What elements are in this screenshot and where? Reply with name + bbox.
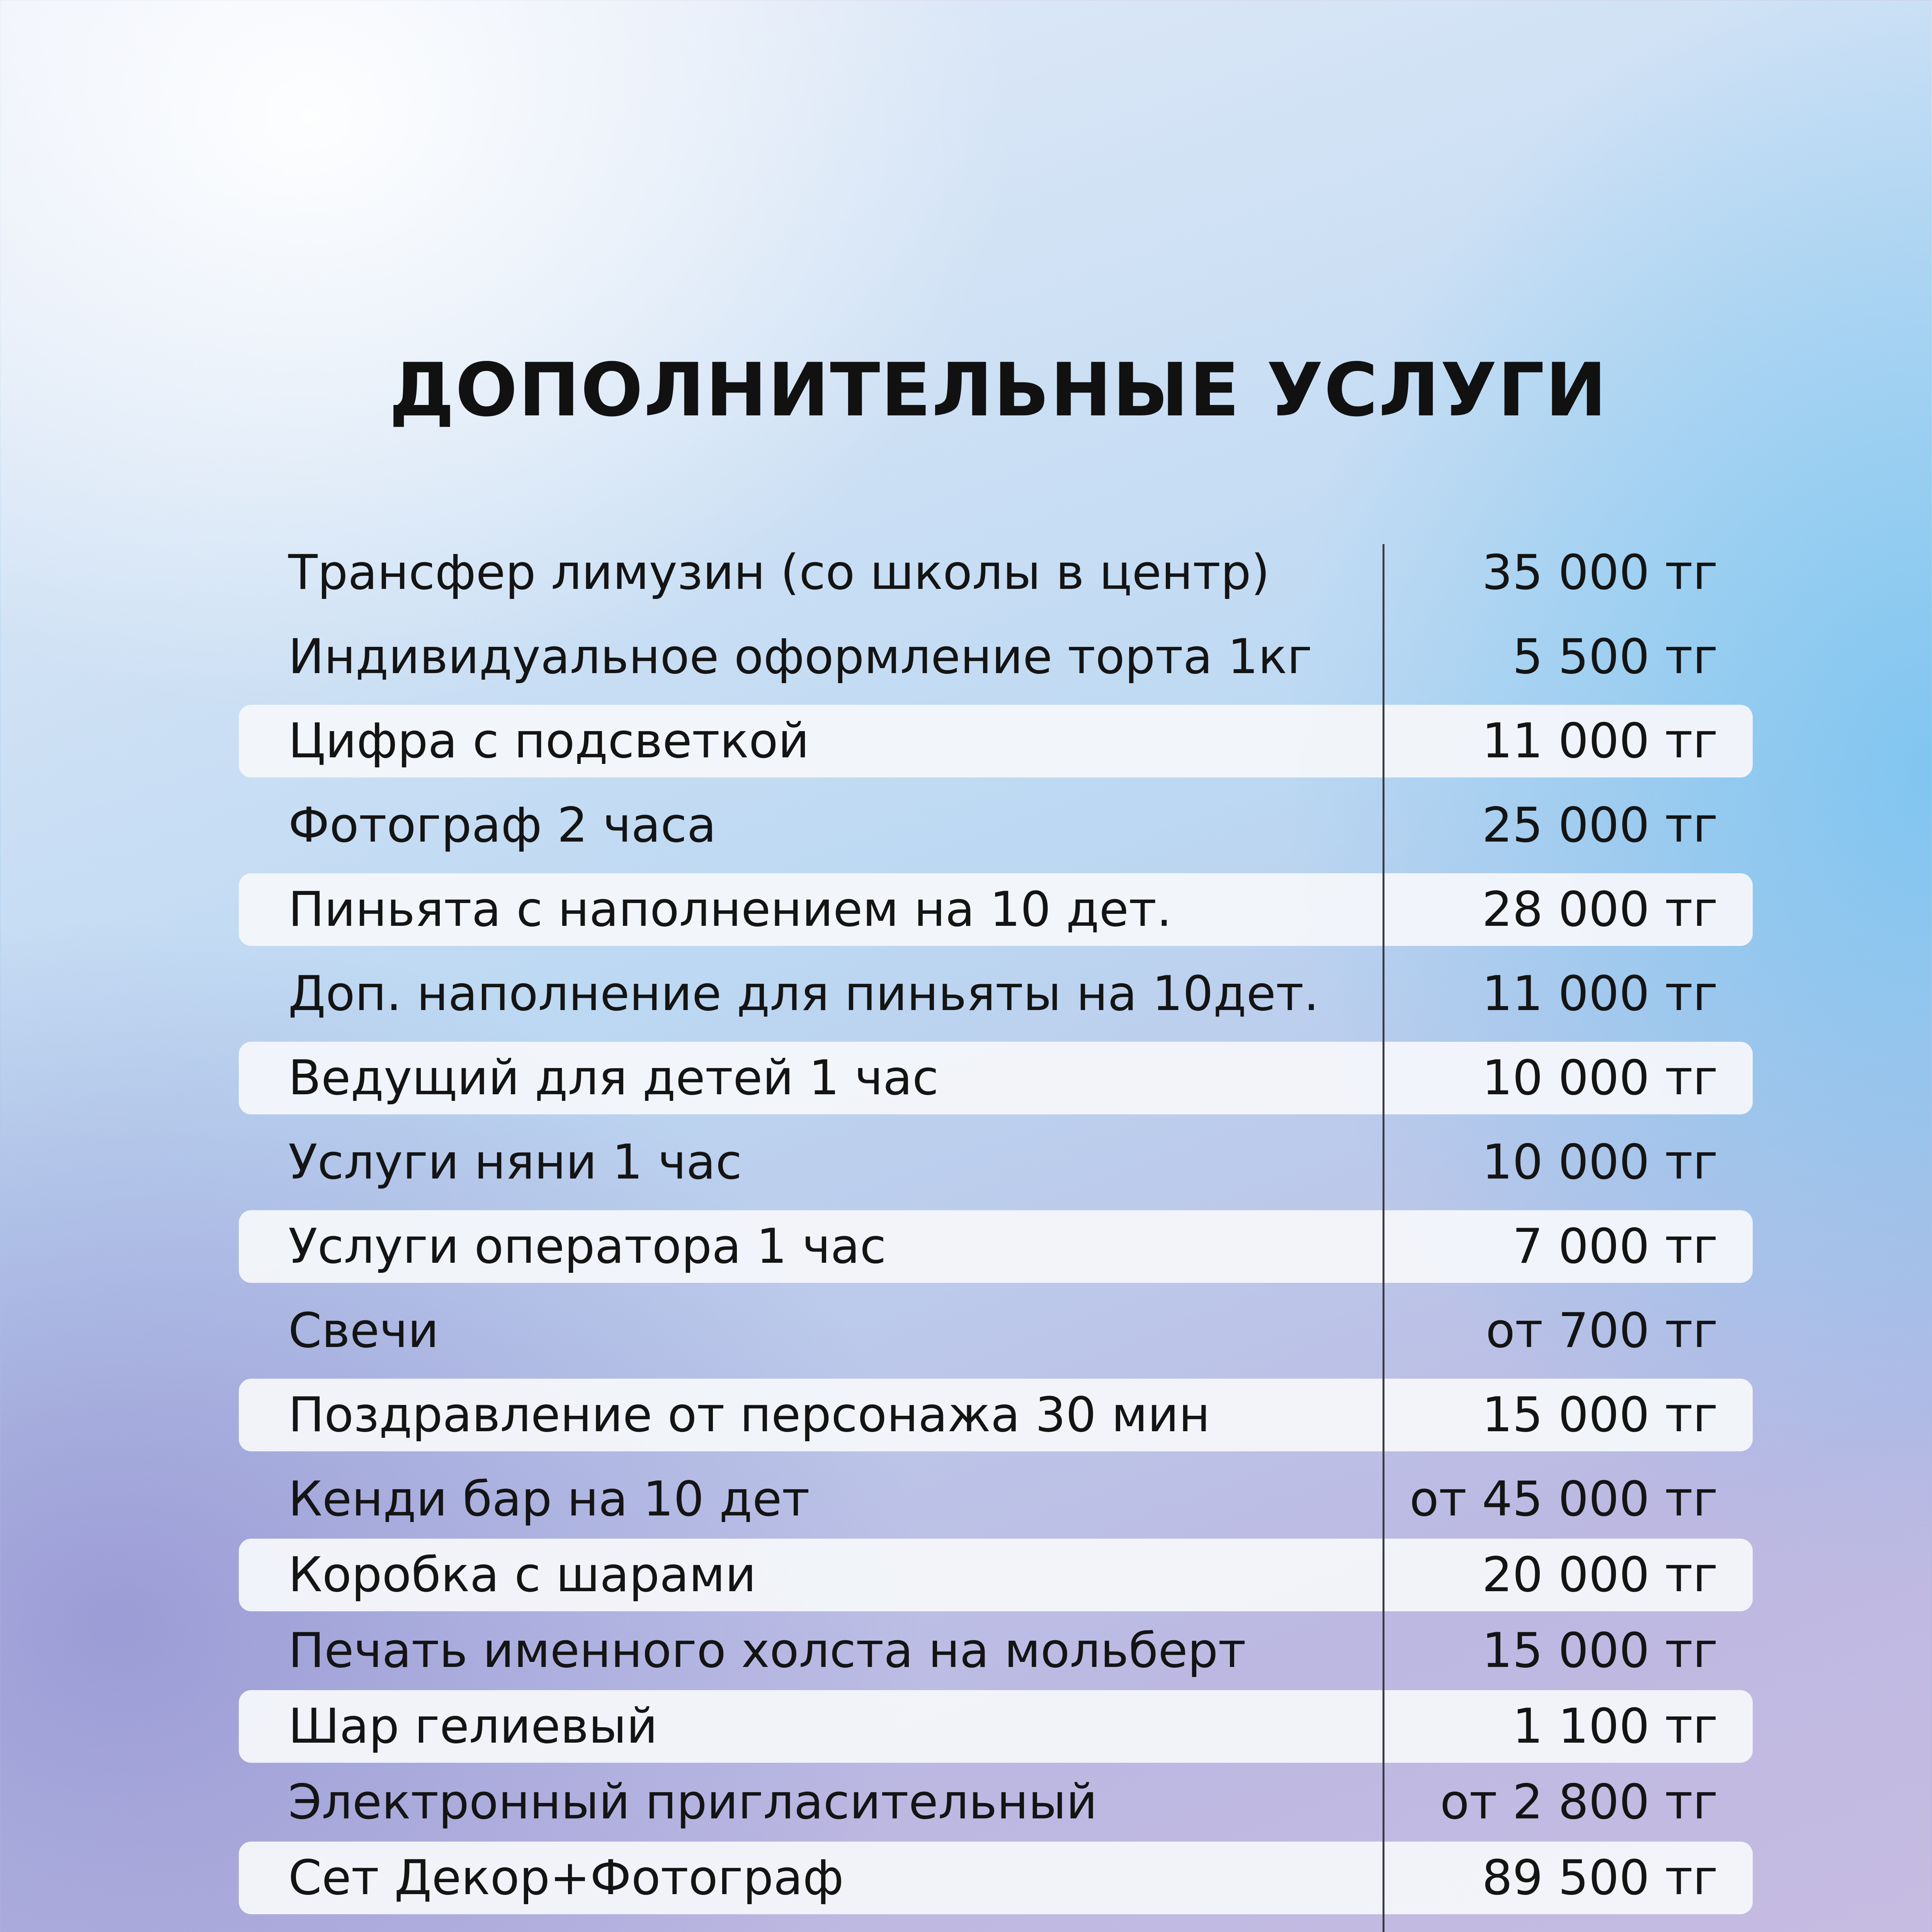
service-row: [239, 1210, 1753, 1283]
service-name: Коробка с шарами: [288, 1547, 757, 1603]
column-divider: [1383, 544, 1384, 1932]
service-price: 5 500 тг: [1512, 629, 1718, 685]
service-price: 35 000 тг: [1482, 545, 1718, 600]
service-name: Печать именного холста на мольберт: [288, 1623, 1246, 1679]
page-title: ДОПОЛНИТЕЛЬНЫЕ УСЛУГИ: [389, 347, 1608, 433]
service-row: [239, 1690, 1753, 1763]
service-row: [239, 1126, 1753, 1199]
service-row: [239, 1539, 1753, 1611]
services-list: [239, 536, 1753, 1932]
service-price: от 45 000 тг: [1409, 1471, 1718, 1527]
service-price: 28 000 тг: [1482, 882, 1718, 937]
service-row: [239, 1042, 1753, 1114]
service-price: 15 000 тг: [1482, 1387, 1718, 1443]
service-row: [239, 1842, 1753, 1914]
service-name: Трансфер лимузин (со школы в центр): [288, 545, 1270, 600]
service-name: Шар гелиевый: [288, 1699, 658, 1754]
service-name: Цифра с подсветкой: [288, 713, 810, 769]
service-row: [239, 1379, 1753, 1451]
service-price: 15 000 тг: [1482, 1623, 1718, 1679]
service-name: Фотограф 2 часа: [288, 798, 716, 853]
service-name: Пиньята с наполнением на 10 дет.: [288, 882, 1172, 937]
service-row: [239, 1766, 1753, 1838]
service-name: Услуги оператора 1 час: [288, 1219, 886, 1274]
service-price: 10 000 тг: [1482, 1134, 1718, 1190]
service-row: [239, 789, 1753, 862]
service-name: Ведущий для детей 1 час: [288, 1050, 939, 1106]
service-price: 20 000 тг: [1482, 1547, 1718, 1603]
service-name: Свечи: [288, 1303, 439, 1359]
service-row: [239, 1463, 1753, 1536]
service-price: 1 100 тг: [1512, 1699, 1718, 1754]
service-row: [239, 1294, 1753, 1367]
service-row: [239, 1614, 1753, 1687]
service-name: Сет Декор+Фотограф: [288, 1850, 844, 1906]
service-name: Поздравление от персонажа 30 мин: [288, 1387, 1210, 1443]
service-name: Электронный пригласительный: [288, 1774, 1097, 1830]
service-row: [239, 536, 1753, 609]
service-price: 11 000 тг: [1482, 966, 1718, 1022]
service-price: 89 500 тг: [1482, 1850, 1718, 1906]
service-name: Индивидуальное оформление торта 1кг: [288, 629, 1313, 685]
service-row: [239, 873, 1753, 946]
service-row: [239, 705, 1753, 777]
service-row: [239, 1926, 1753, 1932]
service-price: 7 000 тг: [1512, 1219, 1718, 1274]
service-price: 11 000 тг: [1482, 713, 1718, 769]
service-row: [239, 957, 1753, 1030]
service-row: [239, 621, 1753, 693]
service-name: Услуги няни 1 час: [288, 1134, 742, 1190]
service-name: Доп. наполнение для пиньяты на 10дет.: [288, 966, 1319, 1022]
service-price: от 2 800 тг: [1440, 1774, 1718, 1830]
service-name: Кенди бар на 10 дет: [288, 1471, 810, 1527]
service-price: 10 000 тг: [1482, 1050, 1718, 1106]
service-price: 25 000 тг: [1482, 798, 1718, 853]
service-price: от 700 тг: [1486, 1303, 1718, 1359]
